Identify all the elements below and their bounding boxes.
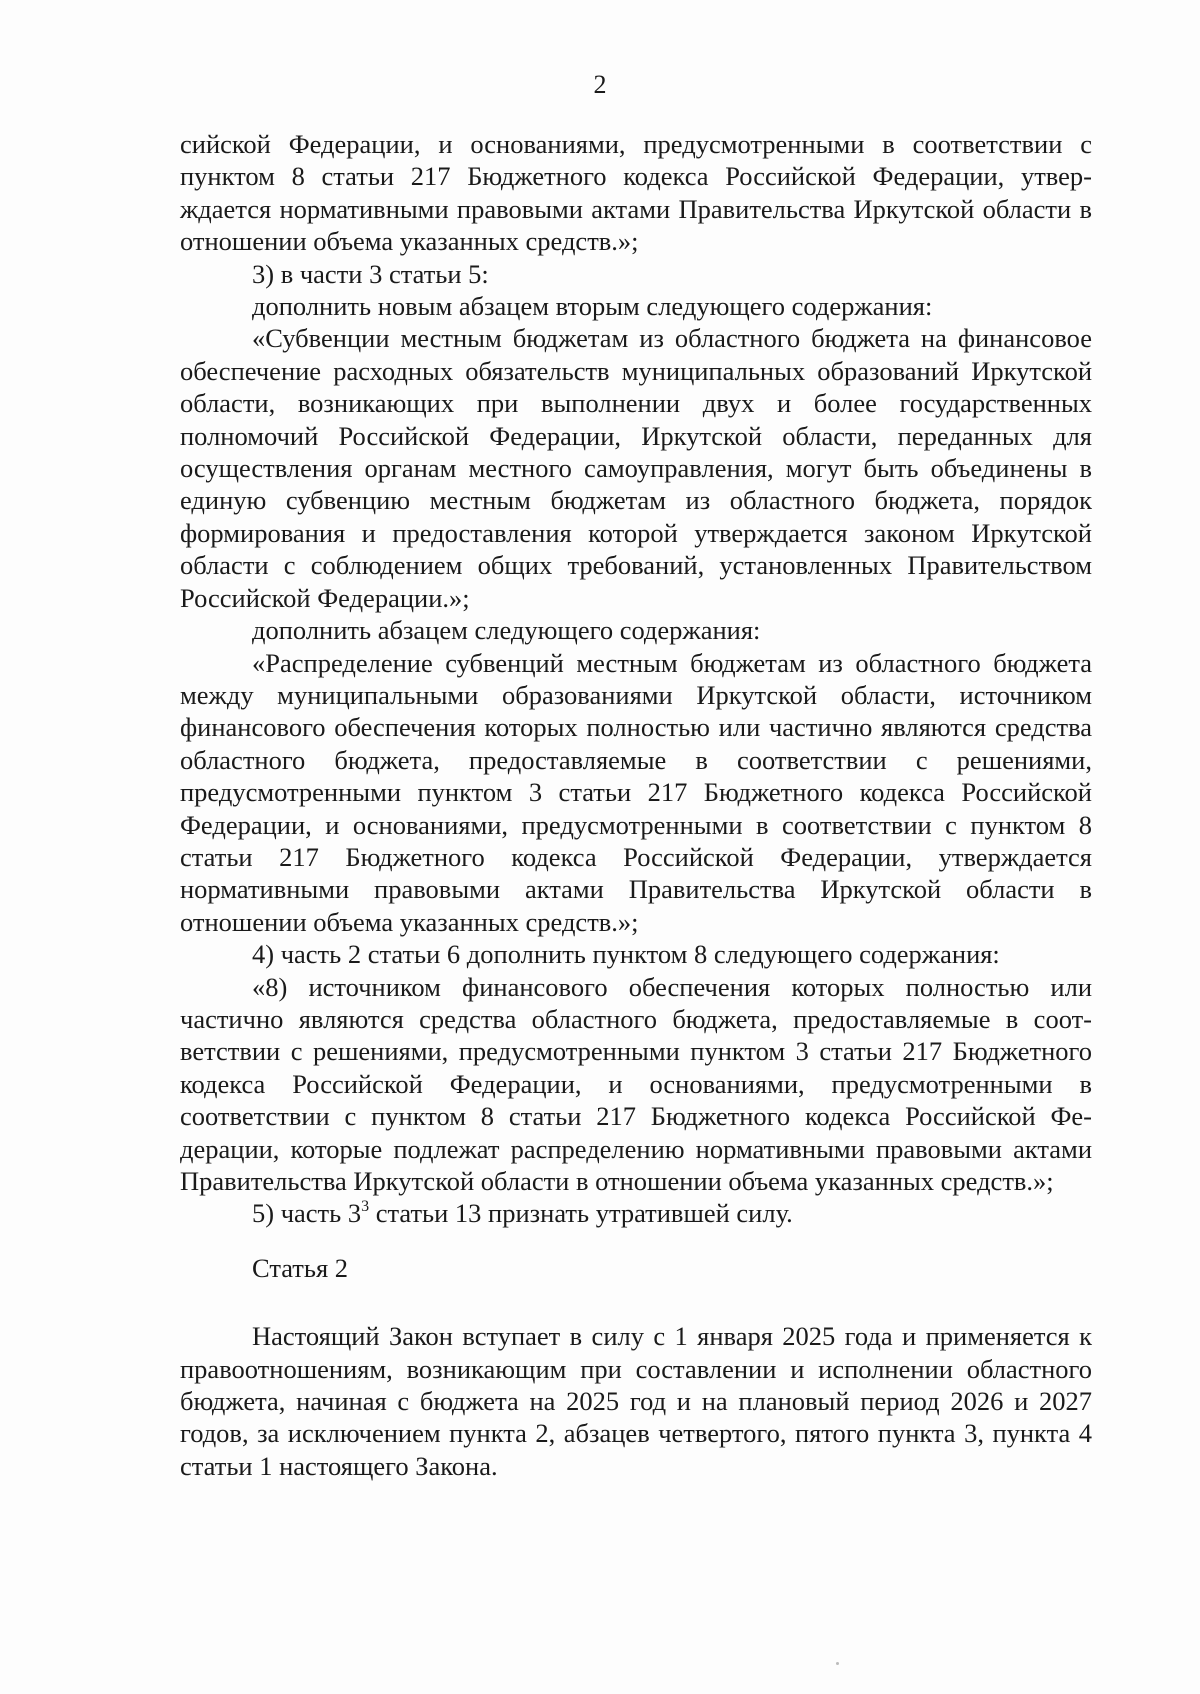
paragraph-item-4: 4) часть 2 статьи 6 дополнить пунктом 8 следующего содержания:: [252, 939, 1000, 970]
scan-speck: [836, 1662, 839, 1665]
paragraph-item-8-quote: «8) источником финансового обеспечения которых полностью или частично являются средства областного бюджета, предоставляемые в соответствии с решениями, предусмотренными пунктом 3 статьи 217 Бюджетного кодекса Российской Федерации, и основаниями, предусмотренными в соответствии с пунктом 8 статьи 217 Бюджетного кодекса Российской Федерации, которые подлежат распределению нормативными правовыми актами Правительства Иркутской области в отношении объема указанных средств.»;: [180, 971, 1092, 1196]
item-5-superscript: 3: [361, 1197, 370, 1215]
item-5-text-end: статьи 13 признать утратившей силу.: [369, 1198, 793, 1229]
paragraph-continued: сийской Федерации, и основаниями, предусмотренными в соответствии с пунктом 8 статьи 217 Бюджетного кодекса Российской Федерации, утверждается нормативными правовыми актами Правительства Иркутской области в отношении объема указанных средств.»;: [180, 129, 1092, 257]
paragraph-subventions-quote: «Субвенции местным бюджетам из областного бюджета на финансовое обеспечение расходных обязательств муниципальных образований Иркутской области, возникающих при выполнении двух и более государственных полномочий Российской Федерации, Иркутской области, переданных для осуществления органам местного самоуправления, могут быть объединены в единую субвенцию местным бюджетам из областного бюджета, порядок формирования и предоставления которой утверждается законом Иркутской области с соблюдением общих требований, установленных Правительством Российской Федерации.»;: [180, 323, 1092, 613]
paragraph-effective-date: Настоящий Закон вступает в силу с 1 января 2025 года и применяется к правоотношениям, возникающим при составлении и исполнении областного бюджета, начиная с бюджета на 2025 год и на плановый период 2026 и 2027 годов, за исключением пункта 2, абзацев четвертого, пятого пункта 3, пункта 4 статьи 1 настоящего Закона.: [180, 1321, 1092, 1481]
article-heading: Статья 2: [252, 1252, 349, 1283]
paragraph-amendment-intro-2: дополнить абзацем следующего содержания:: [252, 615, 761, 646]
paragraph-amendment-intro-1: дополнить новым абзацем вторым следующего содержания:: [252, 291, 933, 322]
page-number: 2: [593, 70, 607, 99]
document-body: [180, 128, 1092, 1482]
paragraph-item-3: 3) в части 3 статьи 5:: [252, 258, 489, 289]
paragraph-item-5: [180, 1197, 1092, 1229]
paragraph-distribution-quote: «Распределение субвенций местным бюджетам из областного бюджета между муниципальными образованиями Иркутской области, источником финансового обеспечения которых полностью или частично являются средства областного бюджета, предоставляемые в соответствии с решениями, предусмотренными пунктом 3 статьи 217 Бюджетного кодекса Российской Федерации, и основаниями, предусмотренными в соответствии с пунктом 8 статьи 217 Бюджетного кодекса Российской Федерации, утверждается нормативными правовыми актами Правительства Иркутской области в отношении объема указанных средств.»;: [180, 647, 1092, 937]
item-5-text-start: 5) часть 3: [252, 1198, 362, 1229]
